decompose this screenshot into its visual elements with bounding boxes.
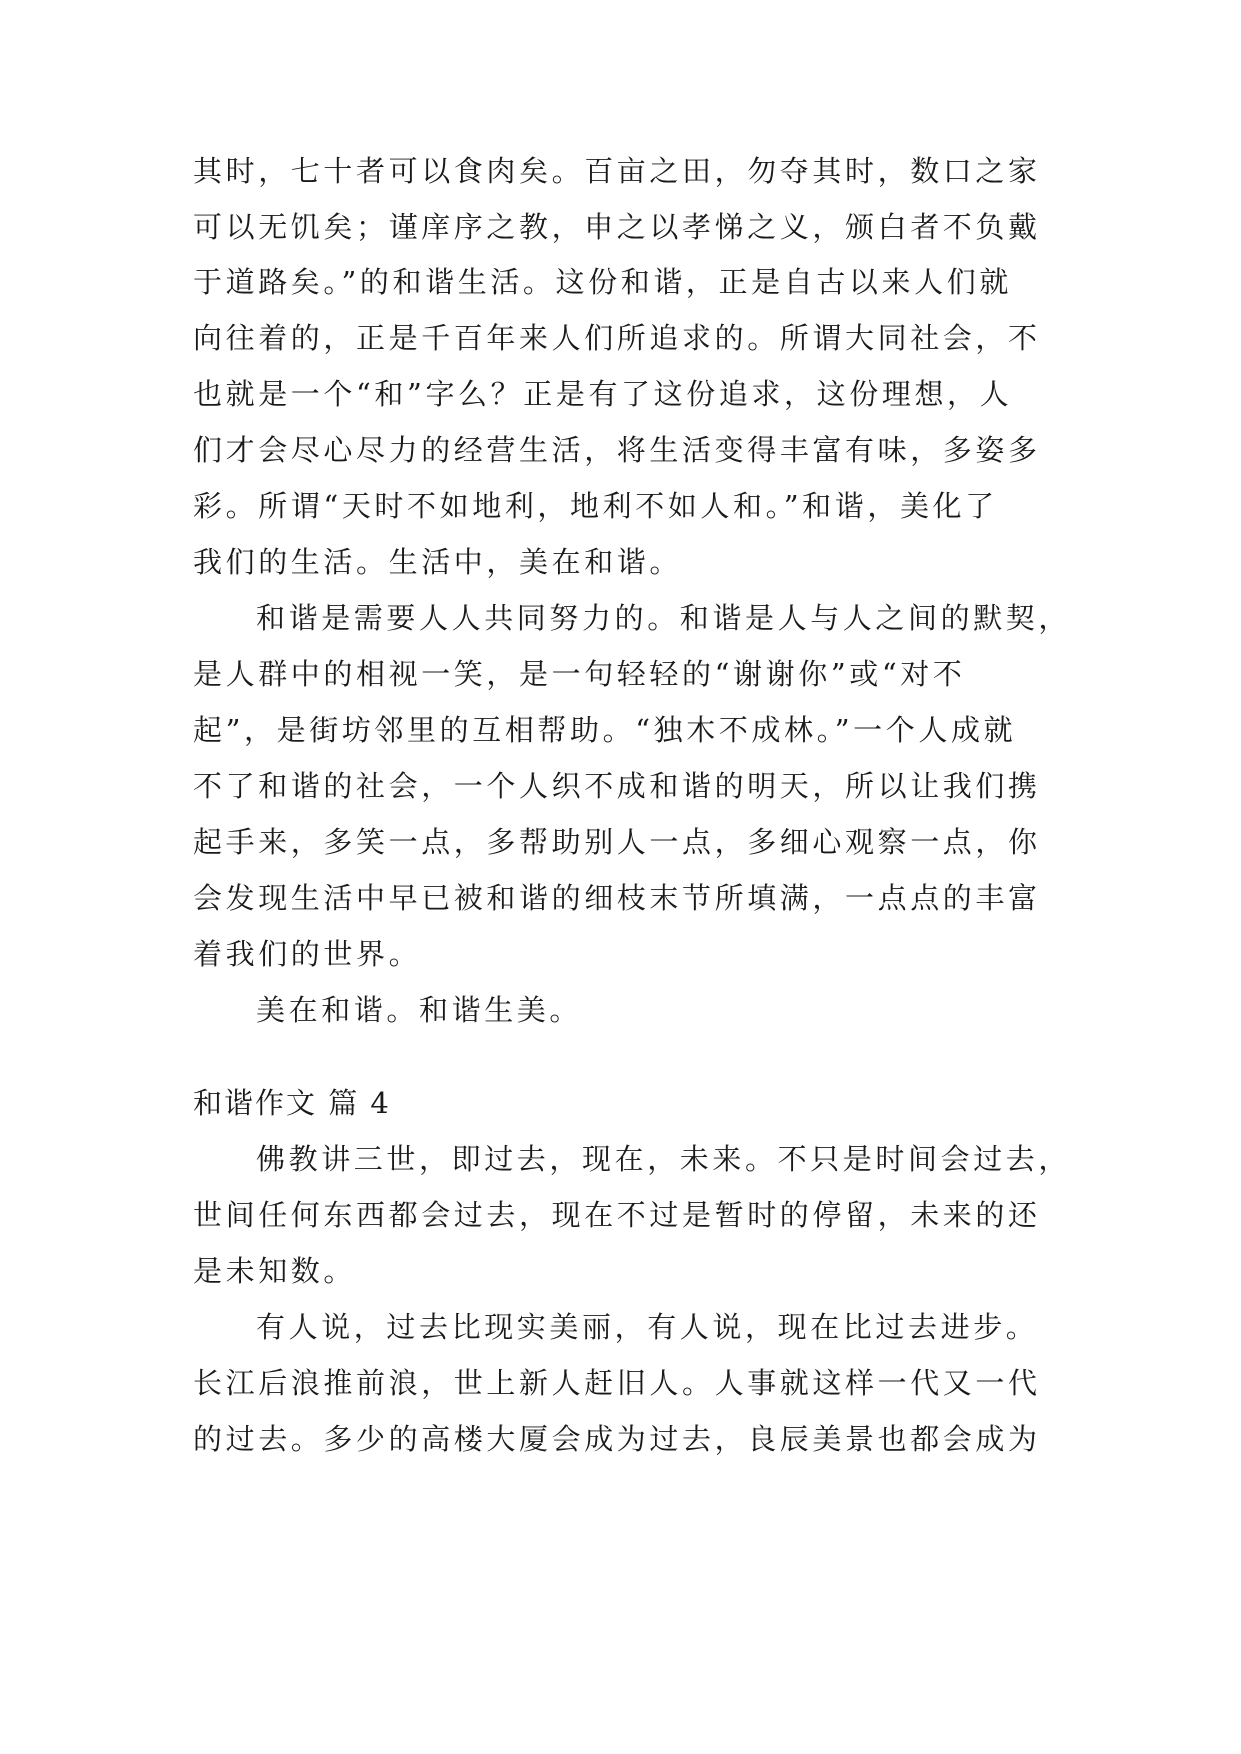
paragraph-line: 佛教讲三世，即过去，现在，未来。不只是时间会过去， <box>256 1142 1072 1176</box>
paragraph-line: 也就是一个“和”字么？正是有了这份追求，这份理想，人 <box>193 377 1013 411</box>
paragraph-line: 是未知数。 <box>193 1254 357 1288</box>
section-heading: 和谐作文 篇 4 <box>193 1086 391 1120</box>
paragraph-line: 和谐是需要人人共同努力的。和谐是人与人之间的默契， <box>256 601 1072 635</box>
paragraph-line: 美在和谐。和谐生美。 <box>256 993 583 1027</box>
paragraph-line: 不了和谐的社会，一个人织不成和谐的明天，所以让我们携 <box>193 769 1041 803</box>
paragraph-line: 们才会尽心尽力的经营生活，将生活变得丰富有味，多姿多 <box>193 433 1041 467</box>
paragraph-line: 有人说，过去比现实美丽，有人说，现在比过去进步。 <box>256 1310 1039 1344</box>
paragraph-line: 于道路矣。”的和谐生活。这份和谐，正是自古以来人们就 <box>193 265 1012 299</box>
paragraph-line: 长江后浪推前浪，世上新人赶旧人。人事就这样一代又一代 <box>193 1366 1041 1400</box>
paragraph-line: 会发现生活中早已被和谐的细枝末节所填满，一点点的丰富 <box>193 881 1041 915</box>
paragraph-line: 世间任何东西都会过去，现在不过是暂时的停留，未来的还 <box>193 1198 1041 1232</box>
paragraph-line: 我们的生活。生活中，美在和谐。 <box>193 545 683 579</box>
paragraph-line: 其时，七十者可以食肉矣。百亩之田，勿夺其时，数口之家 <box>193 154 1041 188</box>
paragraph-line: 可以无饥矣；谨庠序之教，申之以孝悌之义，颁白者不负戴 <box>193 210 1041 244</box>
paragraph-line: 起”，是街坊邻里的互相帮助。“独木不成林。”一个人成就 <box>193 713 1017 747</box>
paragraph-line: 向往着的，正是千百年来人们所追求的。所谓大同社会，不 <box>193 321 1041 355</box>
paragraph-line: 起手来，多笑一点，多帮助别人一点，多细心观察一点，你 <box>193 825 1041 859</box>
paragraph-line: 彩。所谓“天时不如地利，地利不如人和。”和谐，美化了 <box>193 489 998 523</box>
paragraph-line: 是人群中的相视一笑，是一句轻轻的“谢谢你”或“对不 <box>193 657 966 691</box>
paragraph-line: 着我们的世界。 <box>193 937 422 971</box>
paragraph-line: 的过去。多少的高楼大厦会成为过去，良辰美景也都会成为 <box>193 1422 1041 1456</box>
